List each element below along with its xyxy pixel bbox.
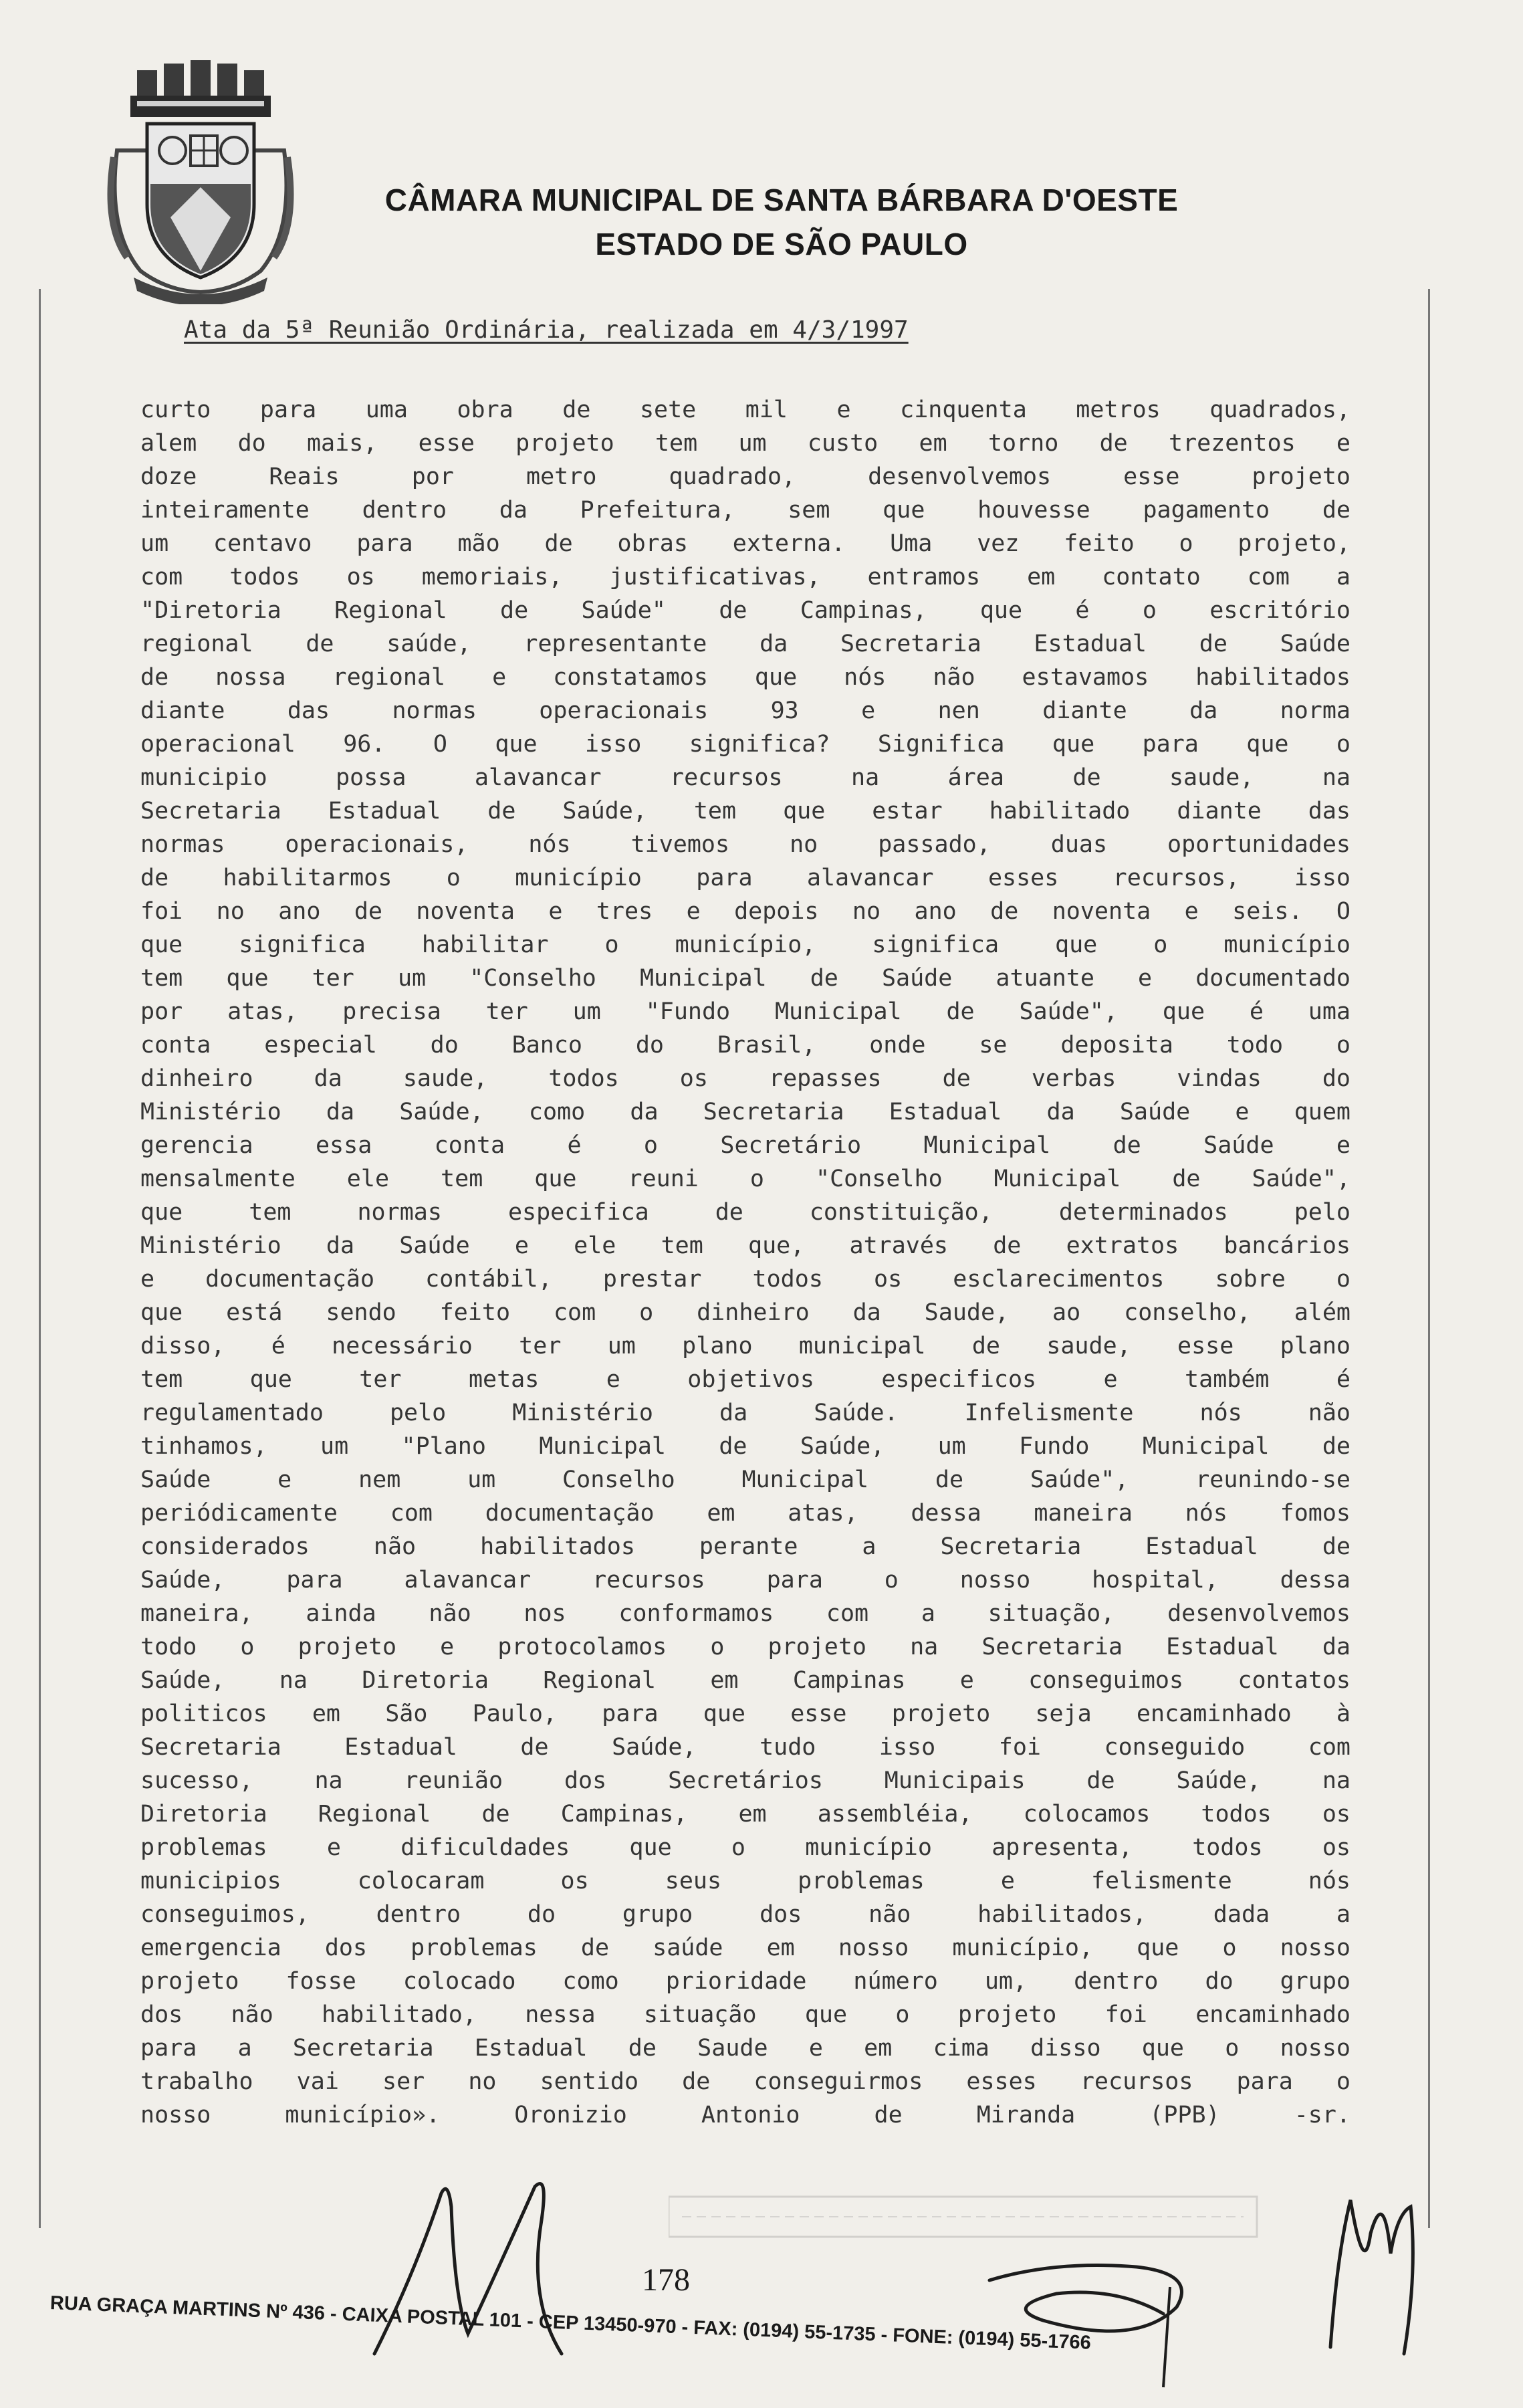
body-line: dinheiro da saude, todos os repasses de verbas vindas do xyxy=(140,1065,1351,1092)
body-line: conseguimos, dentro do grupo dos não habilitados, dada a xyxy=(140,1901,1351,1928)
body-line: que está sendo feito com o dinheiro da Saude, ao conselho, além xyxy=(140,1299,1351,1326)
body-line: de nossa regional e constatamos que nós não estavamos habilitados xyxy=(140,664,1351,691)
council-name-heading: CÂMARA MUNICIPAL DE SANTA BÁRBARA D'OESTE xyxy=(384,183,1179,217)
body-line: mensalmente ele tem que reuni o "Conselho Municipal de Saúde", xyxy=(140,1166,1351,1192)
body-line: por atas, precisa ter um "Fundo Municipal de Saúde", que é uma xyxy=(140,998,1351,1025)
page-number: 178 xyxy=(642,2262,690,2298)
signature-center-icon xyxy=(963,2220,1217,2394)
body-line: maneira, ainda não nos conformamos com a situação, desenvolvemos xyxy=(140,1600,1351,1627)
body-line: Diretoria Regional de Campinas, em assembléia, colocamos todos os xyxy=(140,1801,1351,1828)
body-line: periódicamente com documentação em atas, dessa maneira nós fomos xyxy=(140,1500,1351,1527)
body-line: tinhamos, um "Plano Municipal de Saúde, um Fundo Municipal de xyxy=(140,1433,1351,1460)
body-line: projeto fosse colocado como prioridade número um, dentro do grupo xyxy=(140,1968,1351,1995)
body-line: para a Secretaria Estadual de Saude e em cima disso que o nosso xyxy=(140,2035,1351,2062)
body-line: com todos os memoriais, justificativas, entramos em contato com a xyxy=(140,564,1351,590)
state-name-heading: ESTADO DE SÃO PAULO xyxy=(595,227,968,261)
body-line: um centavo para mão de obras externa. Uma vez feito o projeto, xyxy=(140,530,1351,557)
body-line: operacional 96. O que isso significa? Significa que para que o xyxy=(140,731,1351,758)
body-line: inteiramente dentro da Prefeitura, sem que houvesse pagamento de xyxy=(140,497,1351,524)
body-line: Secretaria Estadual de Saúde, tudo isso foi conseguido com xyxy=(140,1734,1351,1761)
body-line: gerencia essa conta é o Secretário Municipal de Saúde e xyxy=(140,1132,1351,1159)
body-line: diante das normas operacionais 93 e nen diante da norma xyxy=(140,697,1351,724)
body-line: Saúde, na Diretoria Regional em Campinas e conseguimos contatos xyxy=(140,1667,1351,1694)
footer-address: RUA GRAÇA MARTINS Nº 436 - CAIXA POSTAL 101 - CEP 13450-970 - FAX: (0194) 55-1735 - FONE: (0194) 55-1766 xyxy=(49,2292,1092,2354)
body-line: emergencia dos problemas de saúde em nosso município, que o nosso xyxy=(140,1935,1351,1961)
body-line: Saúde, para alavancar recursos para o nosso hospital, dessa xyxy=(140,1567,1351,1594)
body-line: curto para uma obra de sete mil e cinquenta metros quadrados, xyxy=(140,397,1351,423)
left-margin-line xyxy=(39,289,41,2228)
body-line: que significa habilitar o município, significa que o município xyxy=(140,932,1351,958)
body-line: trabalho vai ser no sentido de conseguirmos esses recursos para o xyxy=(140,2068,1351,2095)
body-line: municipio possa alavancar recursos na área de saude, na xyxy=(140,764,1351,791)
municipal-crest-icon xyxy=(100,57,298,304)
body-line: tem que ter um "Conselho Municipal de Saúde atuante e documentado xyxy=(140,965,1351,992)
body-line: politicos em São Paulo, para que esse projeto seja encaminhado à xyxy=(140,1701,1351,1727)
body-line: de habilitarmos o município para alavancar esses recursos, isso xyxy=(140,865,1351,891)
signature-left-icon xyxy=(334,2167,682,2367)
body-line: Secretaria Estadual de Saúde, tem que estar habilitado diante das xyxy=(140,798,1351,825)
body-line: normas operacionais, nós tivemos no passado, duas oportunidades xyxy=(140,831,1351,858)
body-line: dos não habilitado, nessa situação que o projeto foi encaminhado xyxy=(140,2001,1351,2028)
body-line: Ministério da Saúde, como da Secretaria Estadual da Saúde e quem xyxy=(140,1099,1351,1125)
body-line: doze Reais por metro quadrado, desenvolvemos esse projeto xyxy=(140,463,1351,490)
body-line: nosso município». Oronizio Antonio de Miranda (PPB) -sr. xyxy=(140,2102,1351,2128)
body-line: conta especial do Banco do Brasil, onde se deposita todo o xyxy=(140,1032,1351,1059)
body-line: considerados não habilitados perante a Secretaria Estadual de xyxy=(140,1533,1351,1560)
body-line: "Diretoria Regional de Saúde" de Campinas, que é o escritório xyxy=(140,597,1351,624)
body-line: e documentação contábil, prestar todos os esclarecimentos sobre o xyxy=(140,1266,1351,1293)
body-line: disso, é necessário ter um plano municipal de saude, esse plano xyxy=(140,1333,1351,1359)
body-line: sucesso, na reunião dos Secretários Municipais de Saúde, na xyxy=(140,1767,1351,1794)
body-line: Saúde e nem um Conselho Municipal de Saúde", reunindo-se xyxy=(140,1466,1351,1493)
body-line: Ministério da Saúde e ele tem que, através de extratos bancários xyxy=(140,1232,1351,1259)
signature-right-icon xyxy=(1310,2173,1437,2361)
body-line: que tem normas especifica de constituição, determinados pelo xyxy=(140,1199,1351,1226)
body-line: tem que ter metas e objetivos especificos e também é xyxy=(140,1366,1351,1393)
session-title: Ata da 5ª Reunião Ordinária, realizada em 4/3/1997 xyxy=(184,316,909,344)
body-line: todo o projeto e protocolamos o projeto na Secretaria Estadual da xyxy=(140,1634,1351,1660)
body-line: problemas e dificuldades que o município apresenta, todos os xyxy=(140,1834,1351,1861)
body-line: regional de saúde, representante da Secretaria Estadual de Saúde xyxy=(140,631,1351,657)
body-line: municipios colocaram os seus problemas e felismente nós xyxy=(140,1868,1351,1894)
body-line: foi no ano de noventa e tres e depois no ano de noventa e seis. O xyxy=(140,898,1351,925)
right-margin-line xyxy=(1428,289,1430,2228)
body-line: alem do mais, esse projeto tem um custo em torno de trezentos e xyxy=(140,430,1351,457)
body-line: regulamentado pelo Ministério da Saúde. Infelismente nós não xyxy=(140,1400,1351,1426)
